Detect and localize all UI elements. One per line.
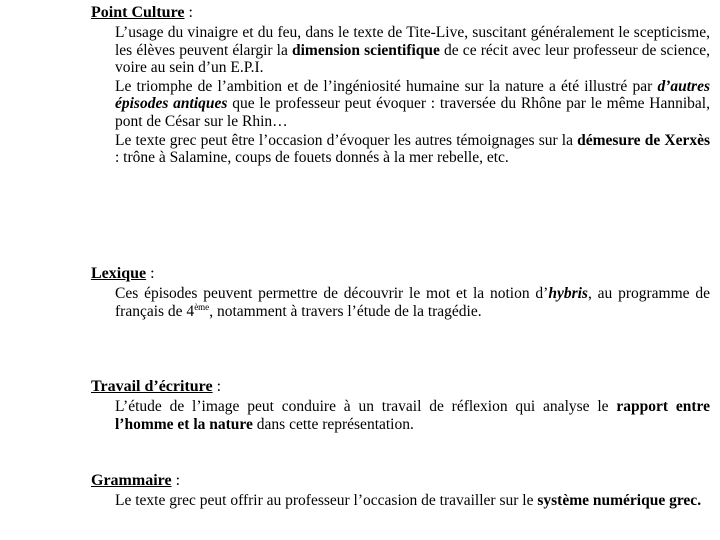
section-title: Travail d’écriture bbox=[91, 378, 213, 395]
text-span: hybris bbox=[548, 285, 588, 302]
text-span: dans cette représentation. bbox=[252, 415, 414, 433]
section-heading bbox=[91, 471, 710, 490]
text-span: démesure de Xerxès bbox=[577, 131, 710, 149]
section-title: Grammaire bbox=[91, 472, 172, 489]
section-point-culture bbox=[91, 3, 710, 167]
section-title-suffix: : bbox=[212, 378, 222, 395]
section-title-suffix: : bbox=[146, 265, 155, 282]
paragraph bbox=[115, 398, 710, 433]
paragraph bbox=[115, 78, 710, 131]
paragraph bbox=[115, 24, 710, 77]
text-span: Le texte grec peut être l’occasion d’évoquer les autres témoignages sur la bbox=[115, 131, 578, 149]
section-heading bbox=[91, 264, 710, 283]
text-span: dimension scientifique bbox=[291, 41, 440, 59]
section-title: Point Culture bbox=[91, 4, 185, 21]
superscript: ème bbox=[194, 301, 210, 312]
text-span: Ces épisodes peuvent permettre de découvrir le mot et la notion d’ bbox=[115, 285, 549, 302]
section-heading bbox=[91, 3, 710, 22]
text-span: de ce récit avec leur professeur de science, voire au sein d’un E.P.I. bbox=[115, 41, 710, 77]
section-travail-ecriture bbox=[91, 377, 710, 433]
text-span: que le professeur peut évoquer : traversée du Rhône par le même Hannibal, pont de César sur le Rhin… bbox=[115, 95, 710, 130]
paragraph bbox=[115, 285, 710, 320]
text-span: L’étude de l’image peut conduire à un travail de réflexion qui analyse le bbox=[115, 398, 617, 415]
text-span: , notamment à travers l’étude de la tragédie. bbox=[209, 302, 482, 320]
text-span: d’autres épisodes antiques bbox=[115, 77, 710, 113]
section-title-suffix: : bbox=[184, 4, 193, 21]
text-span: Le triomphe de l’ambition et de l’ingéniosité humaine sur la nature a été illustré par bbox=[115, 77, 658, 95]
text-span: L’usage du vinaigre et du feu, dans le texte de Tite-Live, suscitant généralement le scepticisme, les élèves peuvent élargir la bbox=[115, 24, 710, 59]
paragraph bbox=[115, 132, 710, 167]
paragraph bbox=[115, 492, 710, 510]
text-span: rapport entre l’homme et la nature bbox=[115, 398, 711, 433]
section-grammaire bbox=[91, 471, 710, 510]
section-title-suffix: : bbox=[171, 472, 181, 489]
section-title: Lexique bbox=[91, 265, 147, 282]
text-span: : trône à Salamine, coups de fouets donnés à la mer rebelle, etc. bbox=[115, 149, 509, 167]
text-span: Le texte grec peut offrir au professeur l’occasion de travailler sur le bbox=[115, 492, 538, 509]
text-span: système numérique grec. bbox=[537, 492, 702, 509]
section-lexique bbox=[91, 264, 710, 320]
section-heading bbox=[91, 377, 710, 396]
text-span: , au programme de français de 4 bbox=[115, 285, 710, 320]
